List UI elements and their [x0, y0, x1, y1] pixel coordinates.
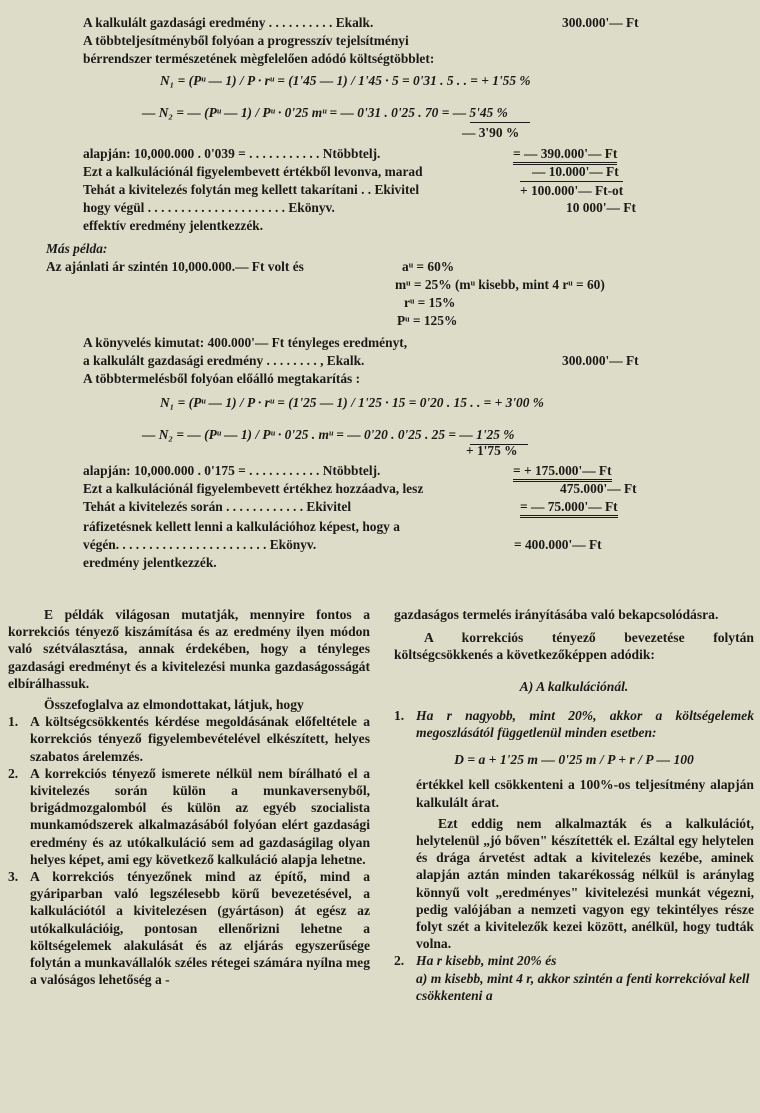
list-item: 1. A költségcsökkentés kérdése megoldásának előfeltétele a korrekciós tényező figyelembevételével elkészített, helyes szabatos árelemzés.	[8, 714, 370, 764]
top-line-5: Ezt a kalkulációnál figyelembevett értékből levonva, marad	[83, 164, 423, 179]
rule	[470, 122, 530, 123]
list-item: 2. A korrekciós tényező ismerete nélkül nem bírálható el a kivitelezés során külön a munkaversenyből, brigádmozgalomból és külön az egyéb szocialista munkamódszerek alkalmazásából folyóan elért gazdasági eredmény és az utókalkuláció sem ad gazdaságilag olyan helyes képet, ami egy következő kalkuláció alapja lehetne.	[8, 765, 370, 867]
second-line-4: alapján: 10,000.000 . 0'175 = . . . . . . . . . . . Ntöbbtelj.	[83, 463, 381, 478]
top-line-3: bérrendszer természetének mègfelelően adódó költségtöbblet:	[83, 51, 435, 66]
second-line-5: Ezt a kalkulációnál figyelembevett értékhez hozzáadva, lesz	[83, 481, 424, 496]
top-line-4: alapján: 10,000.000 . 0'039 = . . . . . . . . . . . Ntöbbtelj.	[83, 146, 381, 161]
second-intro: Az ajánlati ár szintén 10,000.000.— Ft volt és	[46, 259, 304, 274]
second-line-2-value: 300.000'— Ft	[562, 353, 639, 368]
right-paragraph-1: gazdaságos termelés irányításába való bekapcsolódásra.	[394, 607, 719, 622]
right-paragraph-2: A korrekciós tényező bevezetése folytán költségcsökkenés a következőképpen adódik:	[394, 630, 754, 663]
top-line-1: A kalkulált gazdasági eredmény . . . . . . . . . . Ekalk.	[83, 15, 374, 30]
correction-equation: D = a + 1'25 m — 0'25 m / P + r / P — 100	[454, 752, 694, 768]
second-formula-2-sum: + 1'75 %	[466, 443, 518, 458]
right-paragraph-item1b: értékkel kell csökkenteni a 100%-os teljesítmény alapján kalkulált árat.	[416, 777, 754, 810]
top-formula-1: N₁ = (Pᵘ — 1) / P · rᵘ = (1'45 — 1) / 1'45 · 5 = 0'31 . 5 . . = + 1'55 %	[160, 73, 531, 88]
second-line-8-value: = 400.000'— Ft	[514, 537, 602, 552]
list-item: 2. Ha r kisebb, mint 20% és	[394, 953, 557, 969]
second-line-9: eredmény jelentkezzék.	[83, 555, 217, 570]
top-line-1-value: 300.000'— Ft	[562, 15, 639, 30]
second-line-4-value: = + 175.000'— Ft	[513, 462, 612, 482]
second-line-6-value: = — 75.000'— Ft	[520, 498, 618, 518]
section-heading: A) A kalkulációnál.	[519, 678, 629, 694]
second-line-5-value: 475.000'— Ft	[560, 481, 637, 496]
top-line-6: Tehát a kivitelezés folytán meg kellett takarítani . . Ekivitel	[83, 182, 420, 197]
left-paragraph-1: E példák világosan mutatják, mennyire fontos a korrekciós tényező kiszámítása és az eredmény ilyen módon való szétválasztása, annak érdekében, hogy a tényleges gazdasági eredményt és a kivitelezési munka gazdaságosságát elbírálhassuk.	[8, 607, 370, 691]
second-heading: Más példa:	[46, 241, 108, 256]
top-line-7: hogy végül . . . . . . . . . . . . . . . . . . . . . Ekönyv.	[83, 200, 335, 215]
second-line-2: a kalkulált gazdasági eredmény . . . . . . . . , Ekalk.	[83, 353, 365, 368]
top-formula-2-sum: — 3'90 %	[462, 125, 520, 140]
var-m: mᵘ = 25% (mᵘ kisebb, mint 4 rᵘ = 60)	[395, 277, 605, 292]
top-line-8: effektív eredmény jelentkezzék.	[83, 218, 264, 233]
top-line-7-value: 10 000'— Ft	[566, 200, 636, 215]
list-item: 3. A korrekciós tényezőnek mind az építő, mind a gyáriparban való legszélesebb körű bevezetésével, a kalkulációtól a kivitelezésen (gyártáson) át egész az utókalkulációig, pontosan ellenőrizni lehetne a költségelemek alakulását és az eljárás egyszerűsége folytán a munkavállalók széles rétegei számára nyílna meg a valóságos lehetőség a -	[8, 869, 370, 988]
second-line-8: végén. . . . . . . . . . . . . . . . . . . . . . . Ekönyv.	[83, 537, 317, 552]
top-line-6-value: + 100.000'— Ft-ot	[520, 183, 624, 198]
second-line-1: A könyvelés kimutat: 400.000'— Ft tényleges eredményt,	[83, 335, 408, 350]
top-line-4-value: = — 390.000'— Ft	[513, 145, 617, 165]
var-a: aᵘ = 60%	[402, 259, 455, 274]
var-r: rᵘ = 15%	[404, 295, 456, 310]
list-item: 1. Ha r nagyobb, mint 20%, akkor a költségelemek megoszlásától függetlenül minden esetben:	[394, 707, 754, 741]
list-subitem: a) m kisebb, mint 4 r, akkor szintén a fenti korrekcióval kell csökkenteni a	[416, 970, 750, 1003]
var-p: Pᵘ = 125%	[397, 313, 458, 328]
top-line-5-value: — 10.000'— Ft	[532, 164, 619, 179]
second-line-3: A többtermelésből folyóan előálló megtakarítás :	[83, 371, 361, 386]
right-paragraph-3: Ezt eddig nem alkalmazták és a kalkulációt, helytelenül „jó bőven" készítették el. Ezáltal egy helytelen és drága árvetést adtak a kivitelezés kezébe, aminek alapján aztán minden takarékosság nélkül is aránylag könnyű volt „eredményes" kivitelezési munkát végezni, pedig valójában a nemzeti vagyon egy tekintélyes része folyt szét a kivitelezők kezei között, anélkül, hogy tudták volna.	[416, 815, 754, 952]
second-line-6: Tehát a kivitelezés során . . . . . . . . . . . . Ekivitel	[83, 499, 352, 514]
left-column	[8, 606, 370, 988]
second-formula-1: N₁ = (Pᵘ — 1) / P · rᵘ = (1'25 — 1) / 1'25 · 15 = 0'20 . 15 . . = + 3'00 %	[160, 395, 544, 410]
second-formula-2: — N₂ = — (Pᵘ — 1) / Pᵘ · 0'25 . mᵘ = — 0'20 . 0'25 . 25 = — 1'25 %	[142, 427, 515, 442]
second-line-7: ráfizetésnek kellett lenni a kalkulációhoz képest, hogy a	[83, 519, 400, 534]
top-formula-2: — N₂ = — (Pᵘ — 1) / Pᵘ · 0'25 mᵘ = — 0'31 . 0'25 . 70 = — 5'45 %	[142, 105, 508, 120]
top-line-2: A többteljesítményből folyóan a progresszív tejelsítményi	[83, 33, 409, 48]
right-column	[394, 606, 754, 1004]
left-paragraph-2: Összefoglalva az elmondottakat, látjuk, hogy	[44, 697, 304, 713]
